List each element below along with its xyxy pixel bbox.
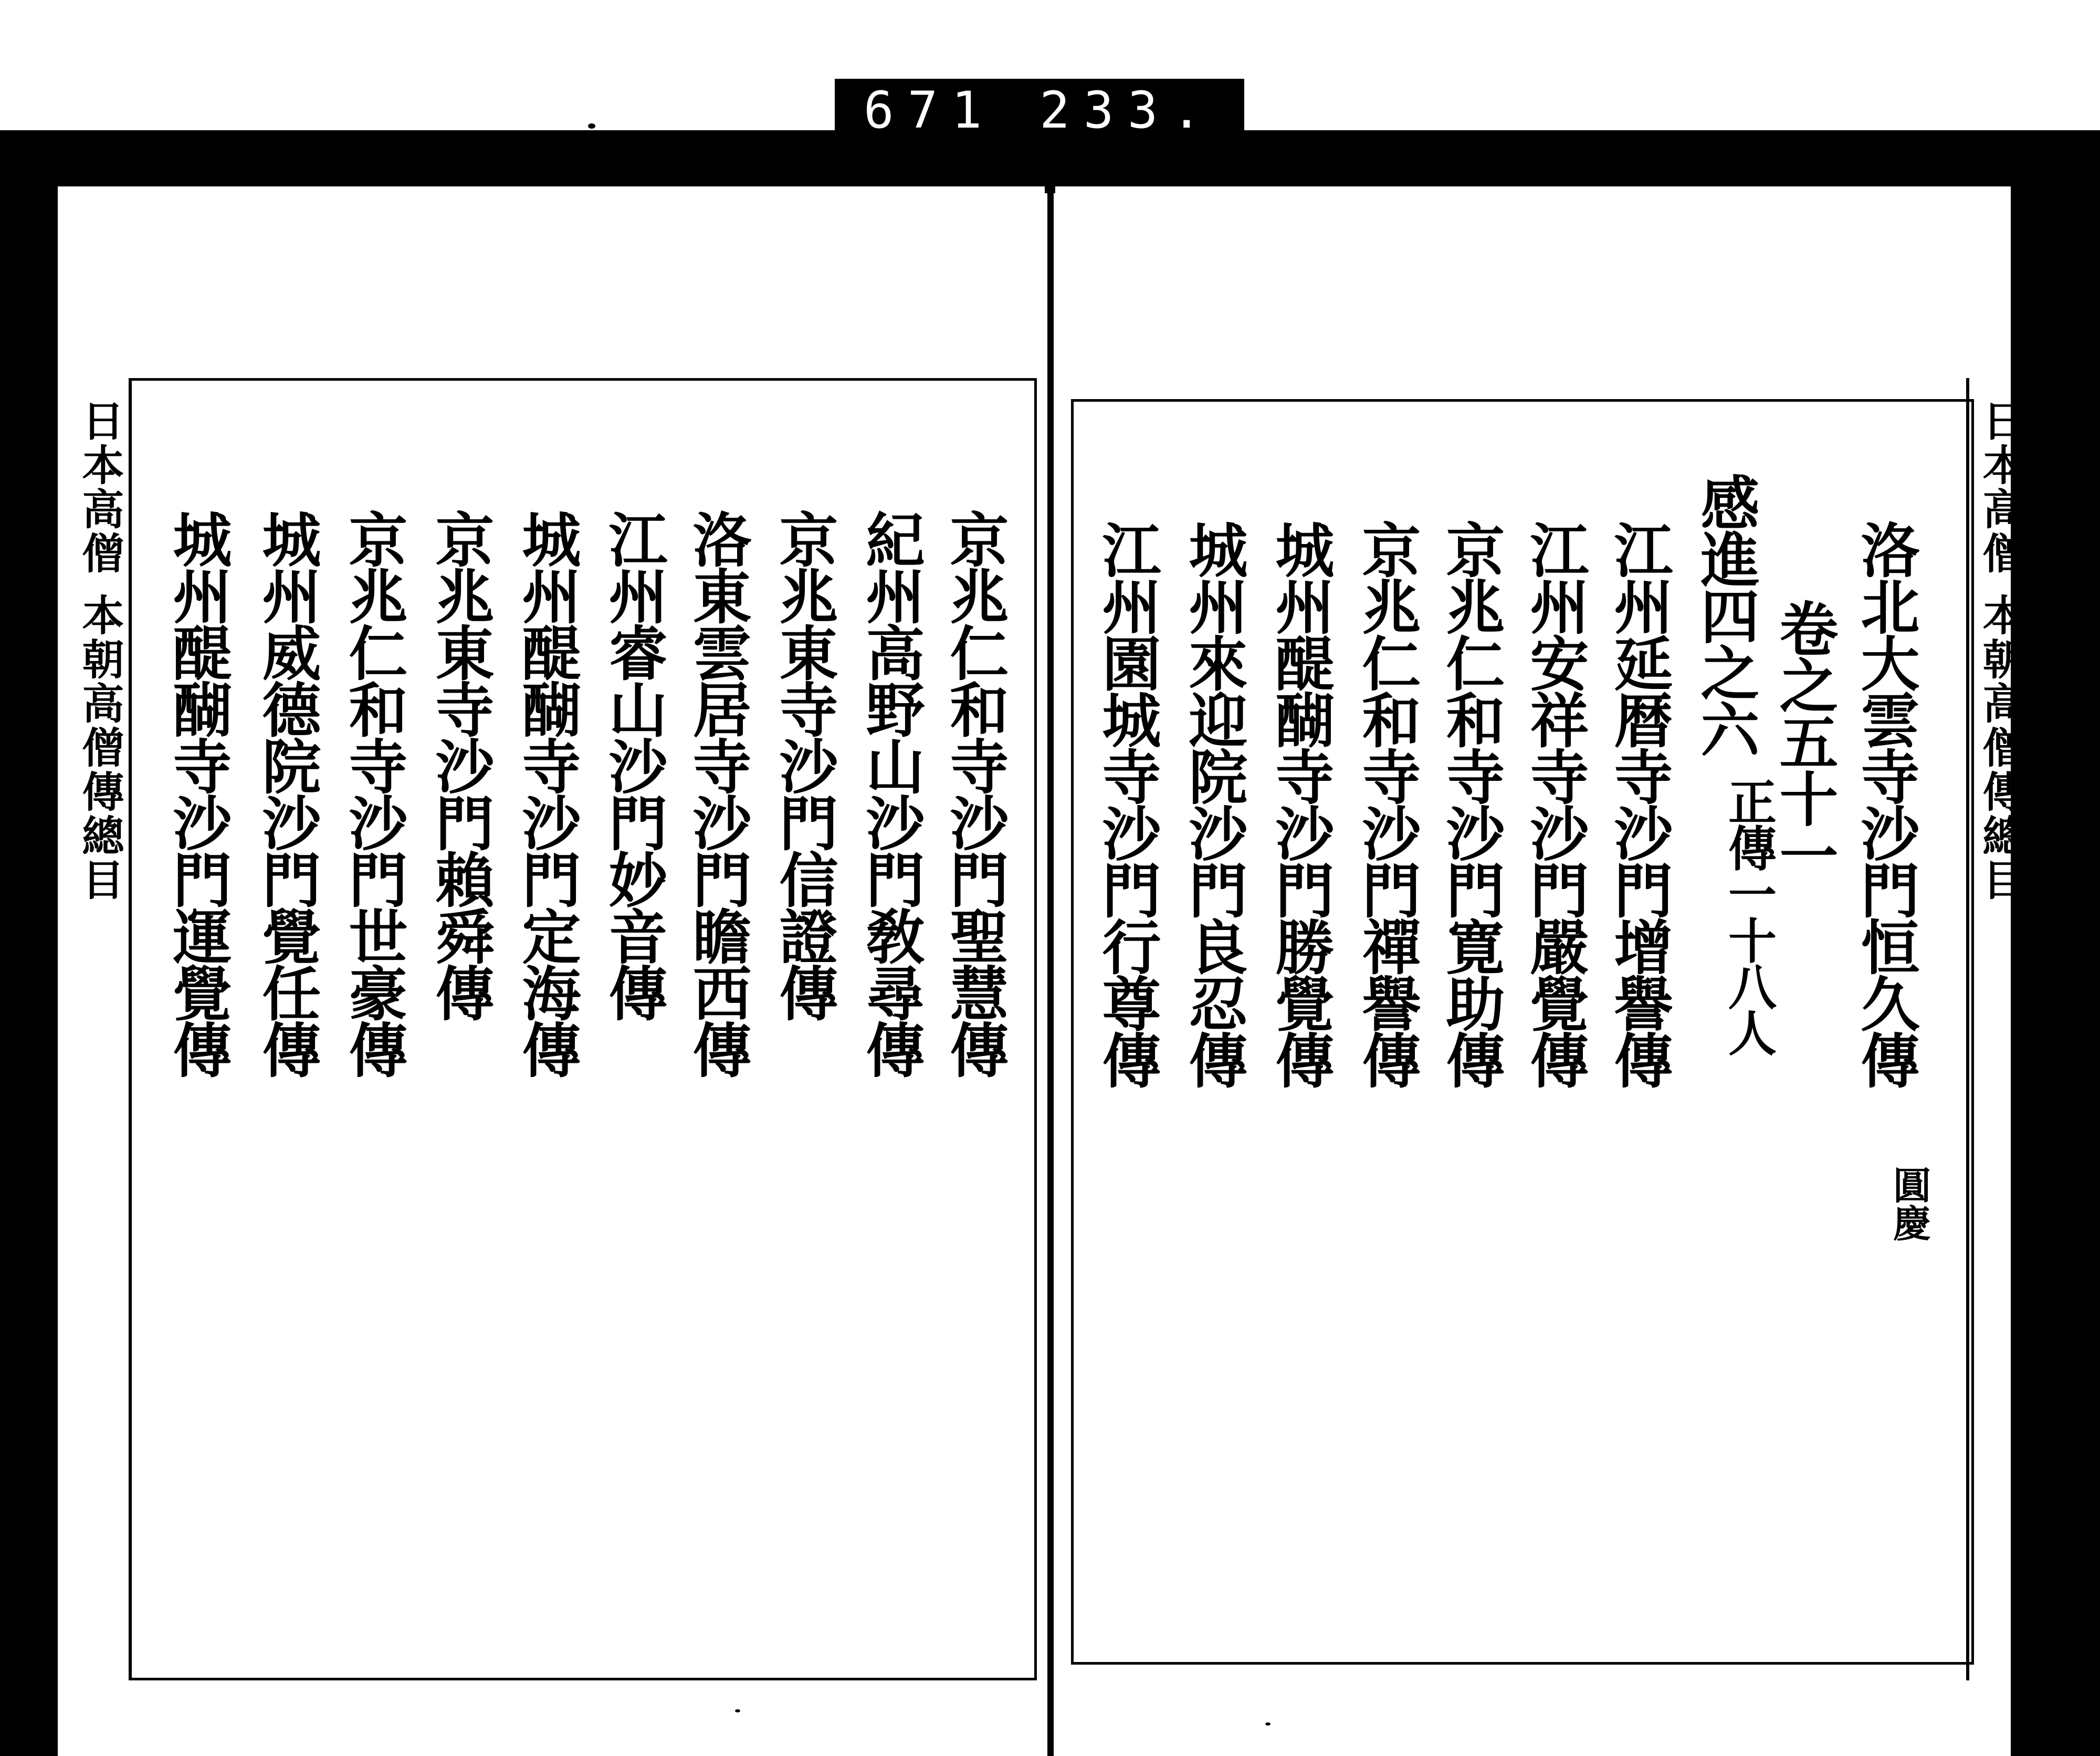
left-col-10: 城州醍醐寺沙門運覺傳 [163,509,232,1076]
left-margin-title: 日本高僧 [75,399,124,576]
left-col-9: 城州威德院沙門覺任傳 [253,509,321,1076]
right-margin-title: 日本高僧 [1976,399,2025,576]
left-col-7: 京兆東寺沙門賴舜傳 [426,509,495,1020]
left-col-8: 京兆仁和寺沙門世豪傳 [339,509,408,1076]
left-col-4: 洛東雲居寺沙門瞻西傳 [683,509,752,1076]
right-margin-subtitle: 本朝高僧傳總目 [1976,593,2025,902]
right-col-2: 江州安祥寺沙門嚴覺傳 [1520,520,1589,1087]
right-col-5: 城州醍醐寺沙門勝覺傳 [1266,520,1335,1087]
scan-speck [588,123,595,129]
right-col-1: 江州延暦寺沙門增譽傳 [1604,520,1673,1087]
right-section-note: 正傳一十八人 [1720,777,1777,1054]
right-volume: 卷之五十一 [1770,599,1839,882]
left-col-6: 城州醍醐寺沙門定海傳 [512,509,581,1076]
right-col-6: 城州來迎院沙門良忍傳 [1179,520,1248,1087]
left-col-3: 京兆東寺沙門信證傳 [770,509,838,1020]
right-first-entry-note: 圓慶 [1887,1166,1931,1241]
gutter-line [1047,173,1054,1756]
right-col-3: 京兆仁和寺沙門寛助傳 [1436,520,1505,1087]
right-col-7: 江州園城寺沙門行尊傳 [1093,520,1161,1087]
scan-speck [1265,1722,1270,1726]
left-margin-subtitle: 本朝高僧傳總目 [75,593,124,902]
left-col-5: 江州睿山沙門妙音傳 [599,509,668,1020]
call-number-label: 671 233. [835,79,1244,142]
right-col-4: 京兆仁和寺沙門禪譽傳 [1352,520,1421,1087]
right-section: 感進四之六 [1691,473,1760,756]
scan-speck [735,1709,740,1712]
left-col-2: 紀州高野山沙門敎尋傳 [856,509,925,1076]
right-first-entry: 洛北大雲寺沙門恒久傳 [1851,520,1920,1087]
left-col-1: 京兆仁和寺沙門聖慧傳 [940,509,1009,1076]
